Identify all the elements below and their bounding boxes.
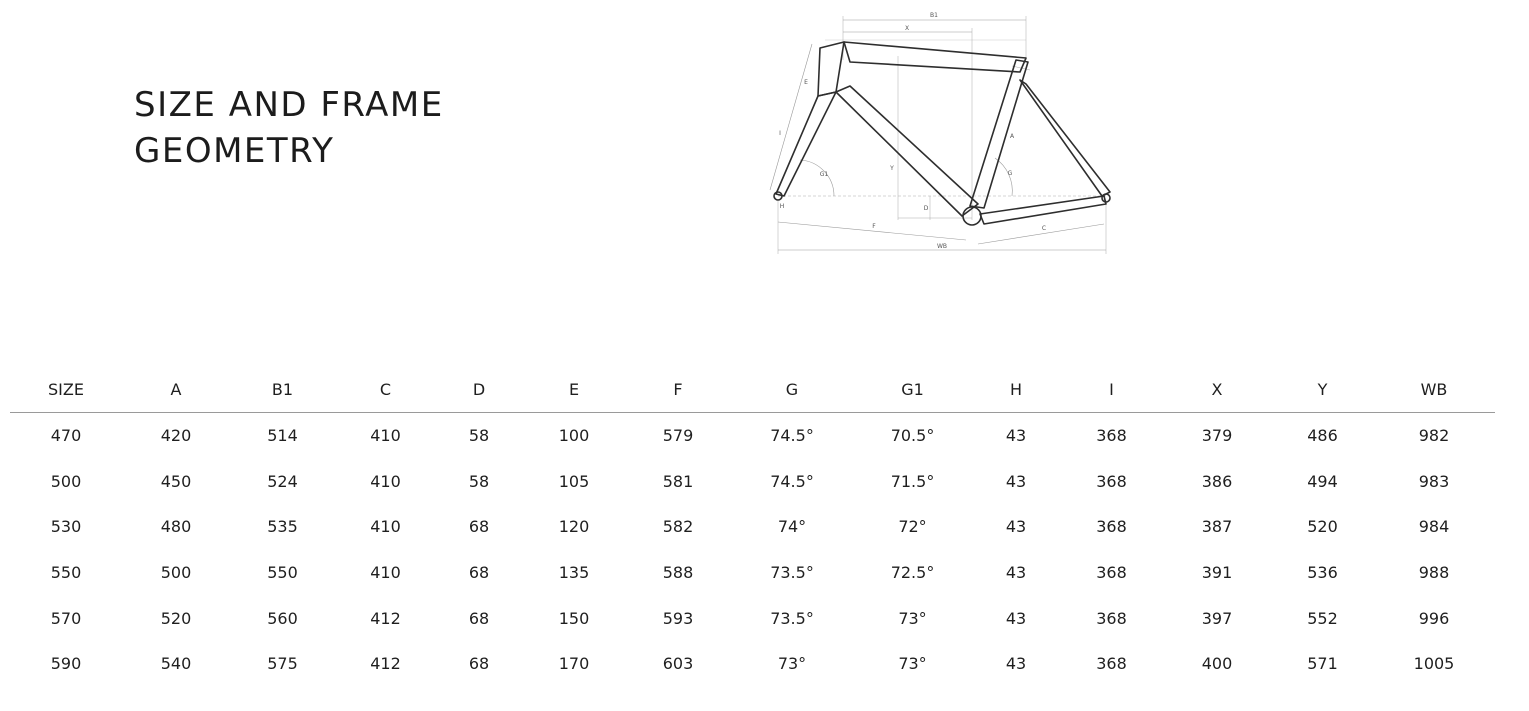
table-cell: 603 [662,654,694,674]
table-cell: 984 [1418,517,1450,537]
table-cell: 368 [1096,517,1127,537]
table-cell: 368 [1096,654,1127,674]
table-cell: 982 [1418,426,1450,446]
page-title-line-2: GEOMETRY [134,131,335,171]
table-cell: 120 [558,517,590,537]
table-cell: 535 [267,517,298,537]
diagram-label-f: F [872,223,876,230]
column-header: X [1162,366,1272,413]
table-cell: 590 [50,654,82,674]
diagram-label-d: D [923,205,929,212]
table-cell: 105 [558,471,590,491]
table-cell: 410 [370,563,401,583]
table-cell: 386 [1201,471,1233,491]
table-cell: 391 [1201,563,1233,583]
table-cell: 494 [1307,471,1338,491]
column-header: F [626,366,730,413]
table-cell: 58 [468,426,490,446]
table-cell: 368 [1096,426,1127,446]
table-cell: 550 [267,563,298,583]
table-cell: 412 [370,654,401,674]
column-header: H [971,366,1061,413]
table-cell: 43 [1005,608,1027,628]
diagram-label-x: X [904,25,910,32]
table-cell: 410 [370,426,401,446]
diagram-label-g: G [1007,170,1013,177]
diagram-label-wb: WB [936,243,948,250]
diagram-label-c: C [1041,225,1047,232]
table-cell: 520 [160,608,192,628]
table-cell: 170 [558,654,590,674]
table-cell: 540 [160,654,192,674]
table-cell: 73° [898,608,927,628]
diagram-label-g1: G1 [819,171,829,178]
column-header: A [122,366,230,413]
table-cell: 524 [267,471,298,491]
table-cell: 43 [1005,471,1027,491]
table-row [10,550,1495,596]
table-cell: 74.5° [770,426,814,446]
table-cell: 74.5° [770,471,814,491]
table-cell: 560 [267,608,298,628]
table-cell: 73.5° [770,608,814,628]
table-cell: 412 [370,608,401,628]
table-cell: 43 [1005,517,1027,537]
column-header: B1 [230,366,335,413]
table-cell: 588 [662,563,694,583]
table-cell: 68 [468,517,490,537]
column-header: WB [1373,366,1495,413]
column-header: D [436,366,522,413]
table-cell: 500 [160,563,192,583]
table-cell: 368 [1096,608,1127,628]
table-cell: 43 [1005,426,1027,446]
table-cell: 983 [1418,471,1450,491]
table-cell: 72.5° [890,563,935,583]
table-cell: 450 [160,471,192,491]
column-header: G1 [854,366,971,413]
table-cell: 420 [160,426,192,446]
table-cell: 996 [1418,608,1450,628]
table-cell: 73° [777,654,807,674]
table-cell: 379 [1201,426,1233,446]
table-cell: 368 [1096,471,1127,491]
diagram-label-h: H [779,203,785,210]
table-cell: 368 [1096,563,1127,583]
table-cell: 1005 [1413,654,1455,674]
table-cell: 74° [777,517,807,537]
page-title [134,82,444,174]
table-cell: 514 [267,426,298,446]
table-cell: 150 [558,608,590,628]
table-cell: 410 [370,471,401,491]
column-header: SIZE [10,366,122,413]
table-cell: 73° [898,654,927,674]
table-cell: 70.5° [890,426,935,446]
page-title-line-1: SIZE AND FRAME [134,85,444,125]
diagram-label-e: E [804,79,808,86]
table-header-row [10,366,1495,413]
table-cell: 470 [50,426,82,446]
table-cell: 43 [1005,654,1027,674]
table-body [10,413,1495,687]
table-cell: 570 [50,608,82,628]
diagram-label-i: I [779,130,781,137]
table-cell: 552 [1307,608,1338,628]
table-cell: 68 [468,654,490,674]
table-row [10,413,1495,459]
frame-geometry-diagram [760,8,1130,258]
table-cell: 71.5° [890,471,935,491]
diagram-label-b1: B1 [930,12,938,19]
table-row [10,459,1495,505]
table-cell: 73.5° [770,563,814,583]
table-cell: 579 [662,426,694,446]
table-cell: 530 [50,517,82,537]
table-cell: 58 [468,471,490,491]
table-cell: 43 [1005,563,1027,583]
table-cell: 480 [160,517,192,537]
table-cell: 500 [50,471,82,491]
table-cell: 410 [370,517,401,537]
diagram-label-y: Y [890,165,894,172]
table-cell: 100 [558,426,590,446]
column-header: E [522,366,626,413]
table-row [10,641,1495,687]
table-cell: 582 [662,517,694,537]
column-header: C [335,366,436,413]
table-cell: 988 [1418,563,1450,583]
table-cell: 68 [468,563,490,583]
table-cell: 400 [1201,654,1233,674]
column-header: I [1061,366,1162,413]
column-header: Y [1272,366,1373,413]
table-cell: 581 [662,471,694,491]
table-cell: 68 [468,608,490,628]
table-cell: 486 [1307,426,1338,446]
table-cell: 593 [662,608,694,628]
column-header: G [730,366,854,413]
table-cell: 575 [267,654,298,674]
table-cell: 536 [1307,563,1338,583]
diagram-label-a: A [1009,133,1015,140]
table-cell: 72° [898,517,927,537]
table-row [10,504,1495,550]
table-cell: 387 [1201,517,1233,537]
table-cell: 571 [1307,654,1338,674]
geometry-table [10,366,1495,687]
table-cell: 550 [50,563,82,583]
table-cell: 520 [1307,517,1338,537]
table-row [10,595,1495,641]
table-cell: 135 [558,563,590,583]
table-cell: 397 [1201,608,1233,628]
